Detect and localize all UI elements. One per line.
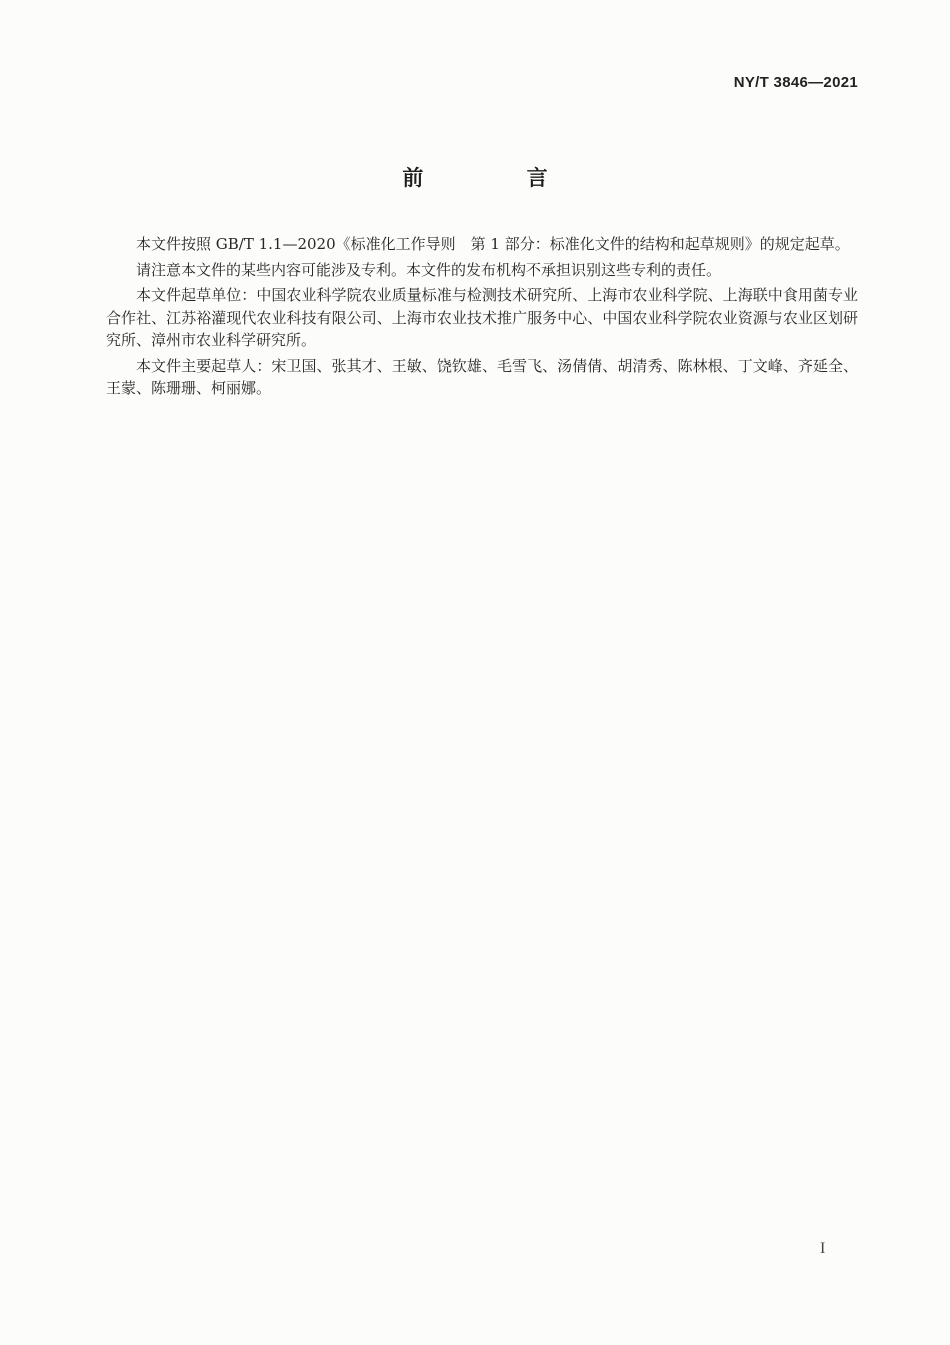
foreword-body [106, 233, 858, 403]
page-title: 前 言 [402, 166, 596, 190]
paragraph-drafting-units: 本文件起草单位：中国农业科学院农业质量标准与检测技术研究所、上海市农业科学院、上海联中食用菌专业合作社、江苏裕灌现代农业科技有限公司、上海市农业技术推广服务中心、中国农业科学院农业资源与农业区划研究所、漳州市农业科学研究所。 [106, 286, 858, 349]
standard-code: NY/T 3846—2021 [733, 74, 858, 91]
paragraph-drafting-rules: 本文件按照 GB/T 1.1—2020《标准化工作导则 第 1 部分：标准化文件的结构和起草规则》的规定起草。 [136, 235, 850, 253]
paragraph-patent-notice: 请注意本文件的某些内容可能涉及专利。本文件的发布机构不承担识别这些专利的责任。 [136, 260, 722, 279]
page-number: I [820, 1240, 826, 1257]
paragraph-main-drafters: 本文件主要起草人：宋卫国、张其才、王敏、饶钦雄、毛雪飞、汤倩倩、胡清秀、陈林根、丁文峰、齐延全、王蒙、陈珊珊、柯丽娜。 [106, 356, 858, 397]
